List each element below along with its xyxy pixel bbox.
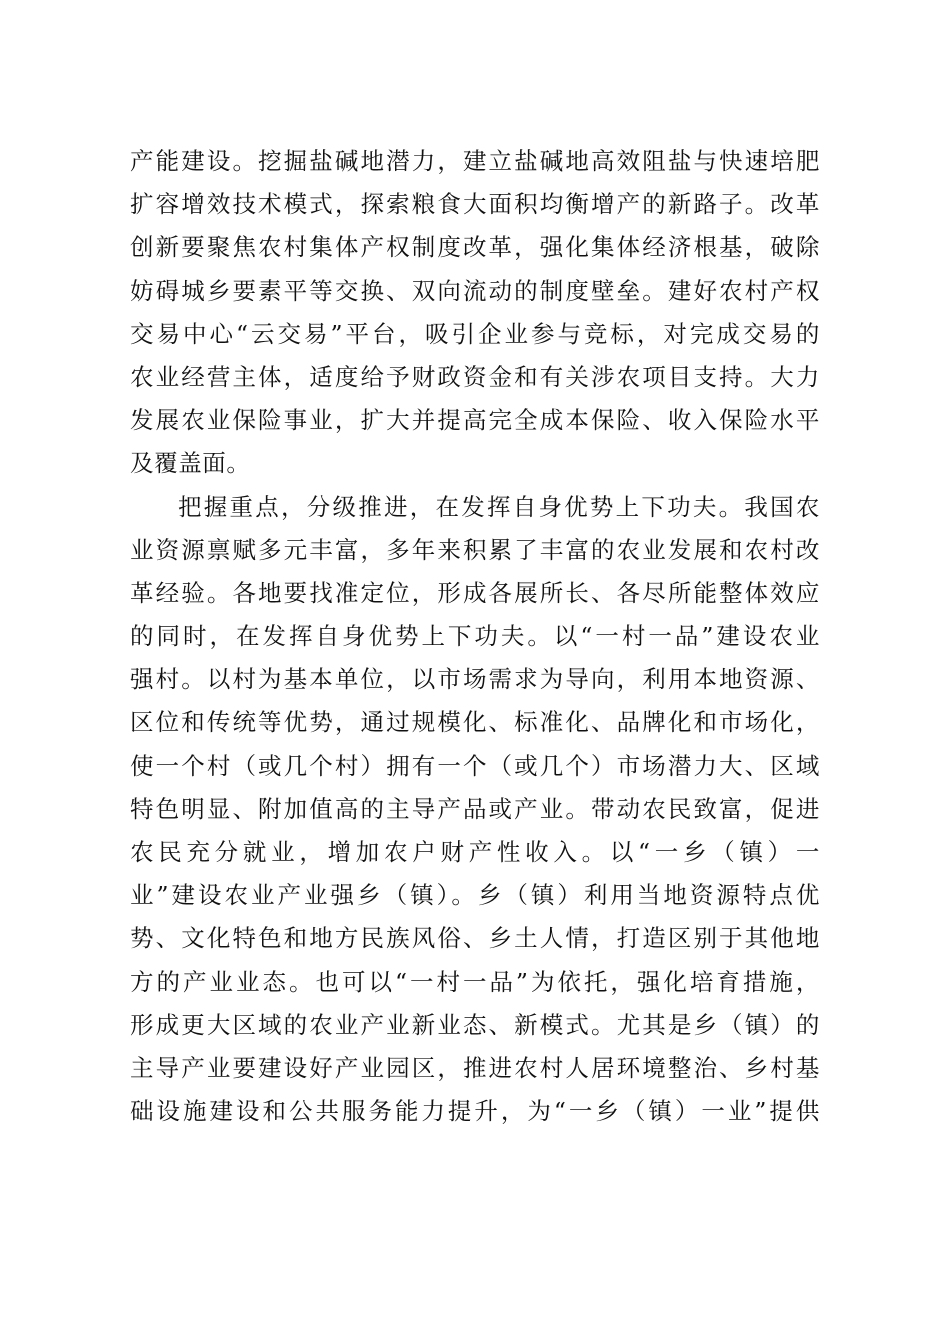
text-line: 的同时，在发挥自身优势上下功夫。以“一村一品”建设农业	[130, 622, 820, 651]
text-line: 交易中心“云交易”平台，吸引企业参与竞标，对完成交易的	[130, 319, 820, 348]
text-line: 特色明显、附加值高的主导产品或产业。带动农民致富，促进	[130, 794, 820, 823]
text-line: 及覆盖面。	[130, 449, 251, 478]
text-line: 扩容增效技术模式，探索粮食大面积均衡增产的新路子。改革	[130, 190, 820, 219]
text-line: 方的产业业态。也可以“一村一品”为依托，强化培育措施，	[130, 967, 820, 996]
text-line: 主导产业要建设好产业园区，推进农村人居环境整治、乡村基	[130, 1053, 820, 1082]
paragraph-2	[130, 486, 820, 1134]
text-line: 强村。以村为基本单位，以市场需求为导向，利用本地资源、	[130, 665, 820, 694]
text-line: 业资源禀赋多元丰富，多年来积累了丰富的农业发展和农村改	[130, 535, 820, 564]
text-line: 发展农业保险事业，扩大并提高完全成本保险、收入保险水平	[130, 406, 820, 435]
text-line: 妨碍城乡要素平等交换、双向流动的制度壁垒。建好农村产权	[130, 276, 820, 305]
body-text	[130, 140, 820, 1133]
text-line: 使一个村（或几个村）拥有一个（或几个）市场潜力大、区域	[130, 751, 820, 780]
text-line: 区位和传统等优势，通过规模化、标准化、品牌化和市场化，	[130, 708, 820, 737]
text-line: 农业经营主体，适度给予财政资金和有关涉农项目支持。大力	[130, 362, 820, 391]
text-line: 农民充分就业，增加农户财产性收入。以“一乡（镇）一	[130, 838, 820, 866]
text-line: 势、文化特色和地方民族风俗、乡土人情，打造区别于其他地	[130, 924, 820, 953]
text-line: 革经验。各地要找准定位，形成各展所长、各尽所能整体效应	[130, 578, 820, 607]
paragraph-1	[130, 140, 820, 486]
text-line: 业”建设农业产业强乡（镇）。乡（镇）利用当地资源特点优	[130, 881, 820, 910]
text-line: 把握重点，分级推进，在发挥自身优势上下功夫。我国农	[178, 492, 820, 521]
text-line: 产能建设。挖掘盐碱地潜力，建立盐碱地高效阻盐与快速培肥	[130, 147, 820, 175]
text-line: 础设施建设和公共服务能力提升，为“一乡（镇）一业”提供	[130, 1097, 820, 1126]
text-line: 形成更大区域的农业产业新业态、新模式。尤其是乡（镇）的	[130, 1010, 820, 1039]
text-line: 创新要聚焦农村集体产权制度改革，强化集体经济根基，破除	[130, 233, 820, 262]
